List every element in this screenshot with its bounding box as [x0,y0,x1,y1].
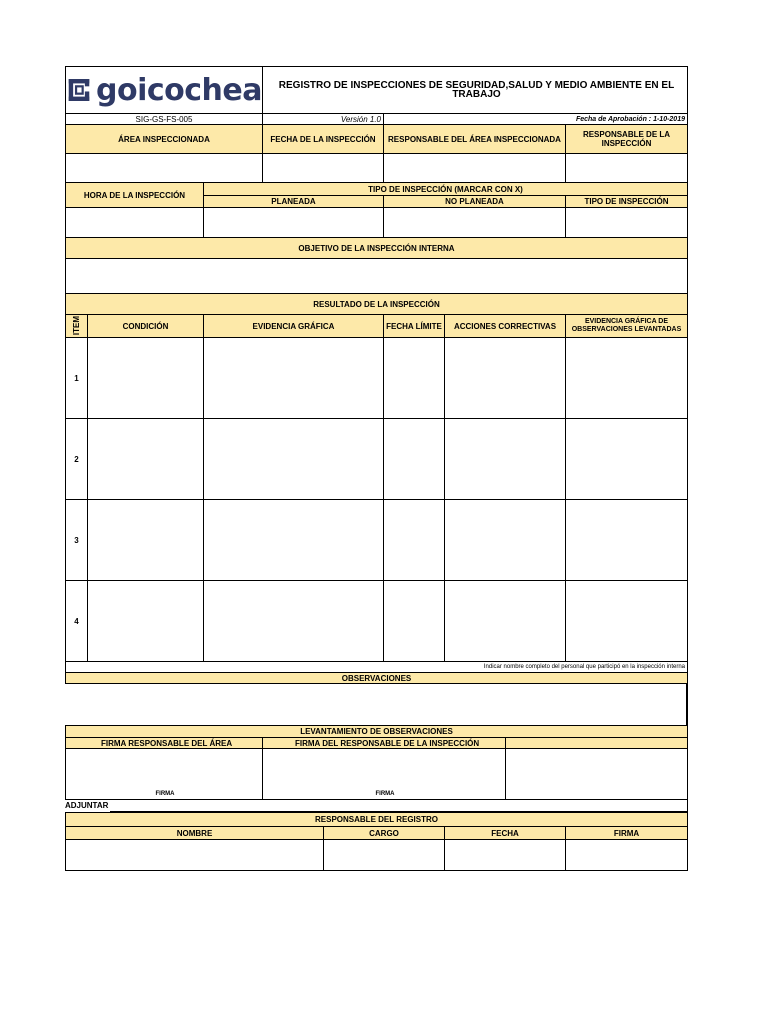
table-cell-condition[interactable] [87,337,204,419]
lifted-evidence-col-header: EVIDENCIA GRÁFICA DE OBSERVACIONES LEVANTADAS [565,314,688,338]
time-input[interactable] [65,207,204,238]
table-cell-lifted-evidence[interactable] [565,418,688,500]
type-of-input[interactable] [565,207,688,238]
goicochea-logo-icon [68,74,90,106]
table-row-item: 3 [65,499,88,581]
registry-signature-input[interactable] [565,839,688,871]
date-col-header: FECHA [444,826,566,840]
planned-header: PLANEADA [203,195,384,208]
table-cell-condition[interactable] [87,499,204,581]
area-responsible-header: RESPONSABLE DEL ÁREA INSPECCIONADA [383,124,566,154]
logo-cell [65,66,263,114]
table-row-item: 1 [65,337,88,419]
firma-label: FIRMA [375,791,395,797]
sig-area-header: FIRMA RESPONSABLE DEL ÁREA [65,737,263,749]
inspection-responsible-input[interactable] [565,153,688,183]
actions-col-header: ACCIONES CORRECTIVAS [444,314,566,338]
date-header: FECHA DE LA INSPECCIÓN [262,124,384,154]
sig-inspection-box[interactable] [262,748,506,800]
table-cell-lifted-evidence[interactable] [565,580,688,662]
table-cell-actions[interactable] [444,418,566,500]
type-header: TIPO DE INSPECCIÓN (MARCAR CON X) [203,182,688,196]
objective-input[interactable] [65,258,688,294]
registry-date-input[interactable] [444,839,566,871]
observations-input[interactable] [65,683,688,726]
condition-col-header: CONDICIÓN [87,314,204,338]
table-cell-evidence[interactable] [203,580,384,662]
form-code: SIG-GS-FS-005 [65,113,263,125]
table-cell-deadline[interactable] [383,580,445,662]
attach-label: ADJUNTAR [65,800,109,810]
deadline-col-header: FECHA LÍMITE [383,314,445,338]
table-cell-deadline[interactable] [383,418,445,500]
role-col-header: CARGO [323,826,445,840]
area-input[interactable] [65,153,263,183]
type-of-header: TIPO DE INSPECCIÓN [565,195,688,208]
signature-col-header: FIRMA [565,826,688,840]
table-row-item: 4 [65,580,88,662]
name-col-header: NOMBRE [65,826,324,840]
date-input[interactable] [262,153,384,183]
area-header: ÁREA INSPECCIONADA [65,124,263,154]
table-cell-actions[interactable] [444,499,566,581]
table-cell-deadline[interactable] [383,499,445,581]
approval-date: Fecha de Aprobación : 1-10-2019 [383,113,688,125]
table-cell-condition[interactable] [87,580,204,662]
registry-header: RESPONSABLE DEL REGISTRO [65,812,688,827]
sig-area-box[interactable] [65,748,263,800]
table-row-item: 2 [65,418,88,500]
table-cell-deadline[interactable] [383,337,445,419]
logo-text: goicochea [96,72,262,108]
item-col-label: ITEM [72,316,81,336]
form-title: REGISTRO DE INSPECCIONES DE SEGURIDAD,SALUD Y MEDIO AMBIENTE EN EL TRABAJO [262,66,688,114]
participants-note: Indicar nombre completo del personal que participó en la inspección interna [65,661,688,673]
registry-role-input[interactable] [323,839,445,871]
sig-extra-box[interactable] [505,748,688,800]
table-cell-condition[interactable] [87,418,204,500]
item-col-header [65,314,88,338]
attach-input[interactable] [110,799,688,812]
unplanned-input[interactable] [383,207,566,238]
lifting-header: LEVANTAMIENTO DE OBSERVACIONES [65,725,688,738]
table-cell-evidence[interactable] [203,499,384,581]
observations-header: OBSERVACIONES [65,672,688,684]
inspection-responsible-header: RESPONSABLE DE LA INSPECCIÓN [565,124,688,154]
unplanned-header: NO PLANEADA [383,195,566,208]
registry-name-input[interactable] [65,839,324,871]
objective-header: OBJETIVO DE LA INSPECCIÓN INTERNA [65,237,688,259]
firma-label: FIRMA [155,791,175,797]
table-cell-lifted-evidence[interactable] [565,337,688,419]
evidence-col-header: EVIDENCIA GRÁFICA [203,314,384,338]
table-cell-evidence[interactable] [203,337,384,419]
area-responsible-input[interactable] [383,153,566,183]
table-cell-evidence[interactable] [203,418,384,500]
table-cell-actions[interactable] [444,580,566,662]
planned-input[interactable] [203,207,384,238]
results-header: RESULTADO DE LA INSPECCIÓN [65,293,688,315]
table-cell-lifted-evidence[interactable] [565,499,688,581]
time-header: HORA DE LA INSPECCIÓN [65,182,204,208]
sig-inspection-header: FIRMA DEL RESPONSABLE DE LA INSPECCIÓN [262,737,506,749]
table-cell-actions[interactable] [444,337,566,419]
form-version: Versión 1.0 [262,113,384,125]
